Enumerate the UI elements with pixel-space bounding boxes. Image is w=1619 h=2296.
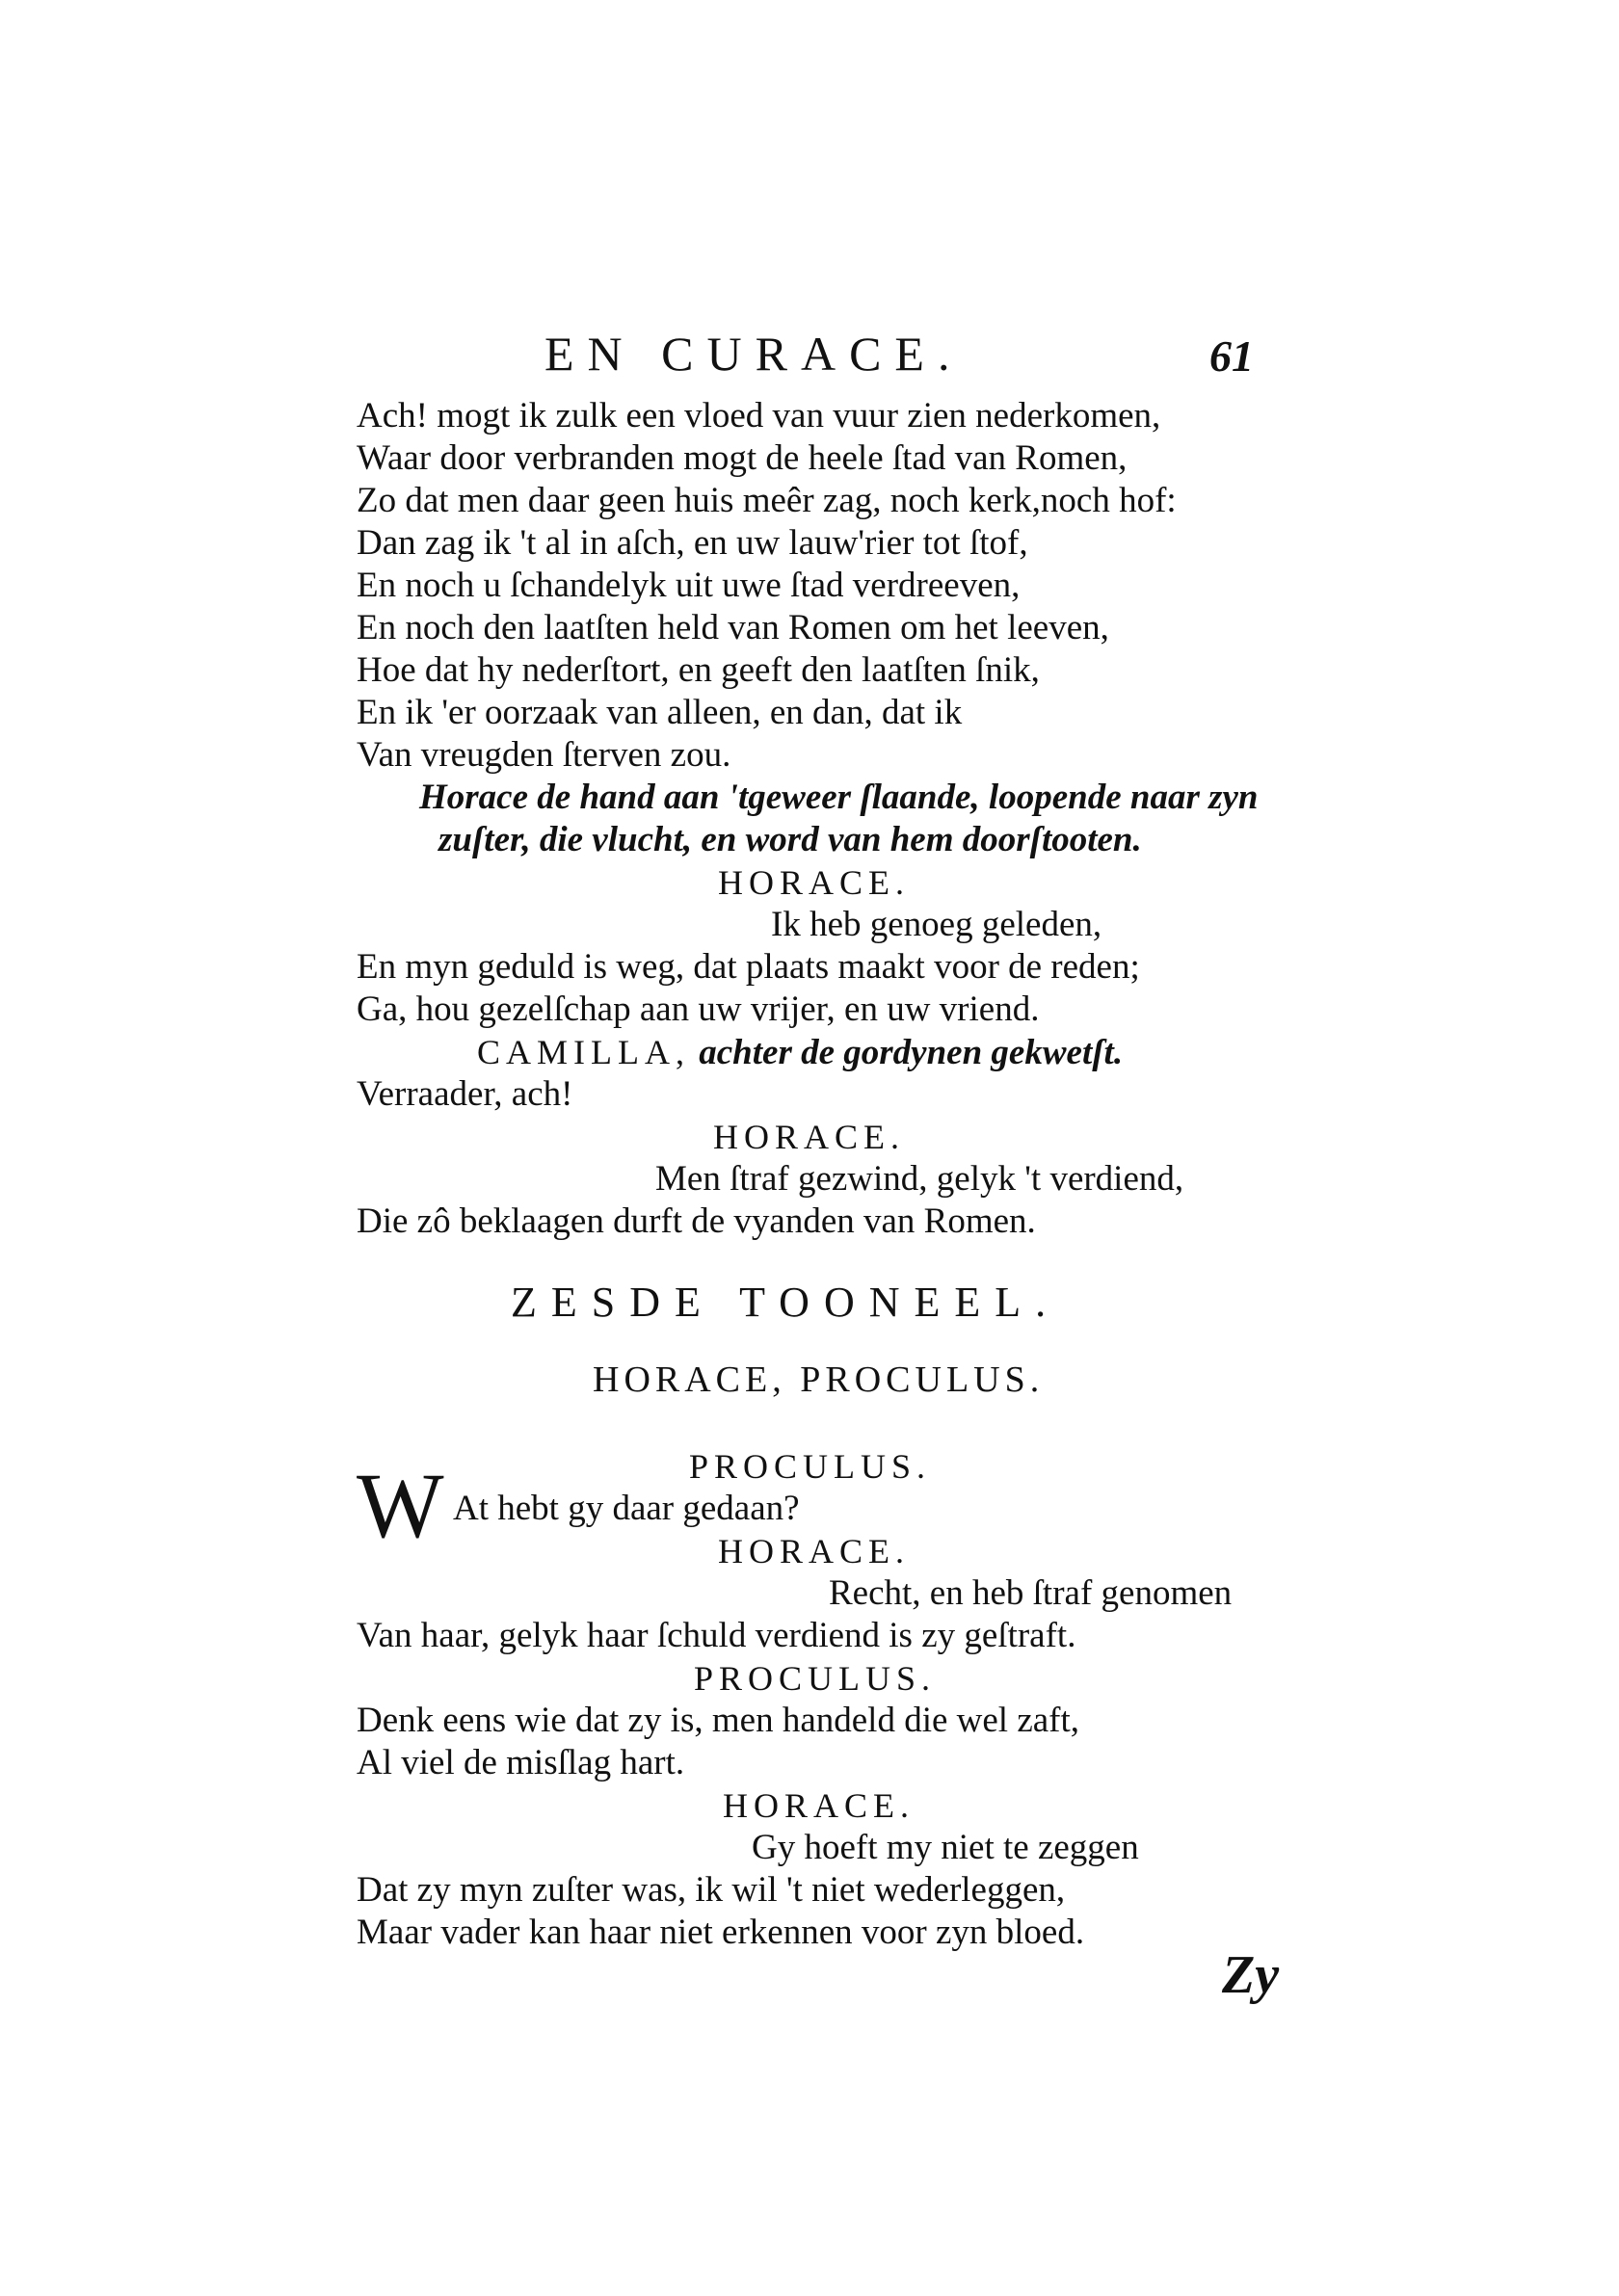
verse-line: Al viel de misſlag hart. — [357, 1743, 685, 1782]
verse-line: Hoe dat hy nederſtort, en geeft den laatſten ſnik, — [357, 650, 1040, 690]
speaker-name: PROCULUS. — [694, 1659, 937, 1698]
verse-line: Van vreugden ſterven zou. — [357, 735, 731, 775]
verse-line: Zo dat men daar geen huis meêr zag, noch kerk,noch hof: — [357, 481, 1177, 520]
verse-line: Die zô beklaagen durft de vyanden van Romen. — [357, 1201, 1036, 1241]
drop-cap: W — [357, 1454, 444, 1557]
verse-line: Van haar, gelyk haar ſchuld verdiend is zy geſtraft. — [357, 1616, 1076, 1655]
page-number: 61 — [1209, 331, 1254, 381]
verse-line: En noch den laatſten held van Romen om het leeven, — [357, 608, 1109, 647]
verse-line: Dan zag ik 't al in aſch, en uw lauw'rier tot ſtof, — [357, 523, 1028, 563]
verse-line: Denk eens wie dat zy is, men handeld die wel zaft, — [357, 1701, 1080, 1740]
verse-line: Ga, hou gezelſchap aan uw vrijer, en uw vriend. — [357, 990, 1040, 1029]
speaker-name: HORACE. — [718, 1532, 911, 1570]
speaker-name: PROCULUS. — [689, 1447, 932, 1486]
stage-direction: Horace de hand aan 'tgeweer ſlaande, loopende naar zyn — [419, 778, 1259, 817]
catchword: Zy — [1222, 1945, 1280, 2005]
running-title: EN CURACE. — [544, 327, 964, 381]
speaker-name: HORACE. — [713, 1118, 906, 1156]
verse-line: Verraader, ach! — [357, 1074, 573, 1114]
verse-line: Maar vader kan haar niet erkennen voor zyn bloed. — [357, 1913, 1085, 1952]
verse-line: En ik 'er oorzaak van alleen, en dan, dat ik — [357, 693, 963, 732]
verse-line: Men ſtraf gezwind, gelyk 't verdiend, — [655, 1159, 1184, 1199]
verse-line: Dat zy myn zuſter was, ik wil 't niet wederleggen, — [357, 1870, 1066, 1910]
verse-line: Waar door verbranden mogt de heele ſtad van Romen, — [357, 438, 1128, 478]
verse-line: At hebt gy daar gedaan? — [453, 1489, 800, 1528]
speaker-name: HORACE. — [718, 863, 911, 902]
verse-line: Ik heb genoeg geleden, — [771, 905, 1102, 944]
scene-characters: HORACE, PROCULUS. — [593, 1359, 1045, 1400]
speaker-line — [477, 1031, 1123, 1074]
verse-line: Recht, en heb ſtraf genomen — [829, 1573, 1233, 1613]
verse-line: En noch u ſchandelyk uit uwe ſtad verdreeven, — [357, 566, 1021, 605]
speaker-name: HORACE. — [723, 1786, 916, 1825]
verse-line: En myn geduld is weg, dat plaats maakt voor de reden; — [357, 947, 1140, 987]
verse-line: Ach! mogt ik zulk een vloed van vuur zien nederkomen, — [357, 396, 1161, 435]
stage-direction: achter de gordynen gekwetſt. — [699, 1033, 1124, 1072]
scene-title: ZESDE TOONEEL. — [511, 1279, 1061, 1326]
verse-line: Gy hoeft my niet te zeggen — [752, 1828, 1139, 1867]
stage-direction: zuſter, die vlucht, en word van hem doorſtooten. — [438, 820, 1142, 859]
speaker-name: CAMILLA, — [477, 1033, 690, 1071]
